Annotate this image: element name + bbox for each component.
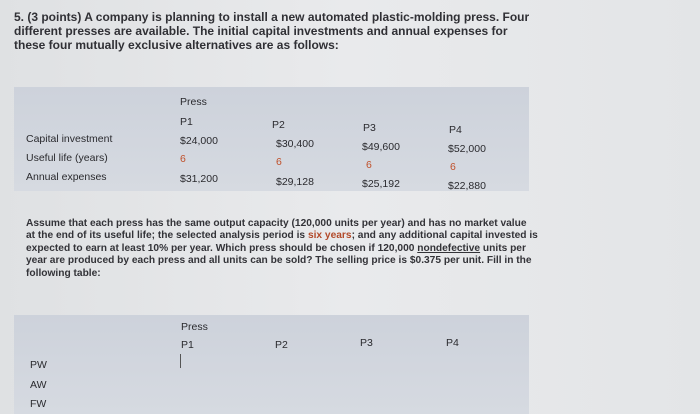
- fill-in-table: [14, 315, 529, 414]
- column-header-p1: P1: [181, 339, 194, 351]
- underline-nondefective: nondefective: [417, 242, 481, 254]
- cell-expenses-p2: $29,128: [276, 176, 314, 188]
- column-header-p4: P4: [446, 337, 459, 349]
- paragraph-text: units per year are produced by each press and all units can be sold? The selling price is $0.375 per unit. Fill in the following table:: [26, 242, 532, 279]
- question-text: 5. (3 points) A company is planning to install a new automated plastic-molding press. Four different presses are available. The initial capital investments and annual expenses for these four mutually exclusive alternatives are as follows:: [14, 10, 530, 52]
- text-cursor[interactable]: [180, 354, 181, 368]
- alternatives-table: [14, 87, 529, 191]
- highlight-six-years: six years: [307, 230, 352, 242]
- row-label-aw: AW: [30, 379, 47, 391]
- column-header-p4: P4: [449, 124, 462, 136]
- cell-life-p4: 6: [450, 161, 456, 173]
- cell-expenses-p1: $31,200: [180, 173, 218, 185]
- row-label-fw: FW: [30, 398, 47, 410]
- column-header-p3: P3: [363, 122, 376, 134]
- press-header: Press: [181, 321, 208, 333]
- column-header-p3: P3: [360, 337, 373, 349]
- column-header-p2: P2: [275, 339, 288, 351]
- cell-expenses-p3: $25,192: [362, 178, 400, 190]
- cell-capital-p3: $49,600: [362, 141, 400, 153]
- paragraph-text: ; and any additional capital invested is expected to earn at least 10% per year. Which press should be chosen if 120,000: [26, 230, 538, 254]
- row-label-expenses: Annual expenses: [26, 171, 107, 183]
- cell-capital-p1: $24,000: [180, 135, 218, 147]
- cell-capital-p4: $52,000: [448, 143, 486, 155]
- problem-paragraph: [26, 218, 538, 280]
- row-label-pw: PW: [30, 359, 47, 371]
- press-header: Press: [180, 96, 207, 108]
- column-header-p1: P1: [180, 116, 193, 128]
- cell-life-p2: 6: [276, 156, 282, 168]
- row-label-capital: Capital investment: [26, 133, 113, 145]
- cell-capital-p2: $30,400: [276, 138, 314, 150]
- cell-life-p3: 6: [366, 159, 372, 171]
- cell-expenses-p4: $22,880: [448, 180, 486, 192]
- column-header-p2: P2: [272, 119, 285, 131]
- paragraph-text: Assume that each press has the same output capacity (120,000 units per year) and has no market value at the end of its useful life; the selected analysis period is: [26, 218, 527, 242]
- row-label-life: Useful life (years): [26, 152, 108, 164]
- cell-life-p1: 6: [180, 153, 186, 165]
